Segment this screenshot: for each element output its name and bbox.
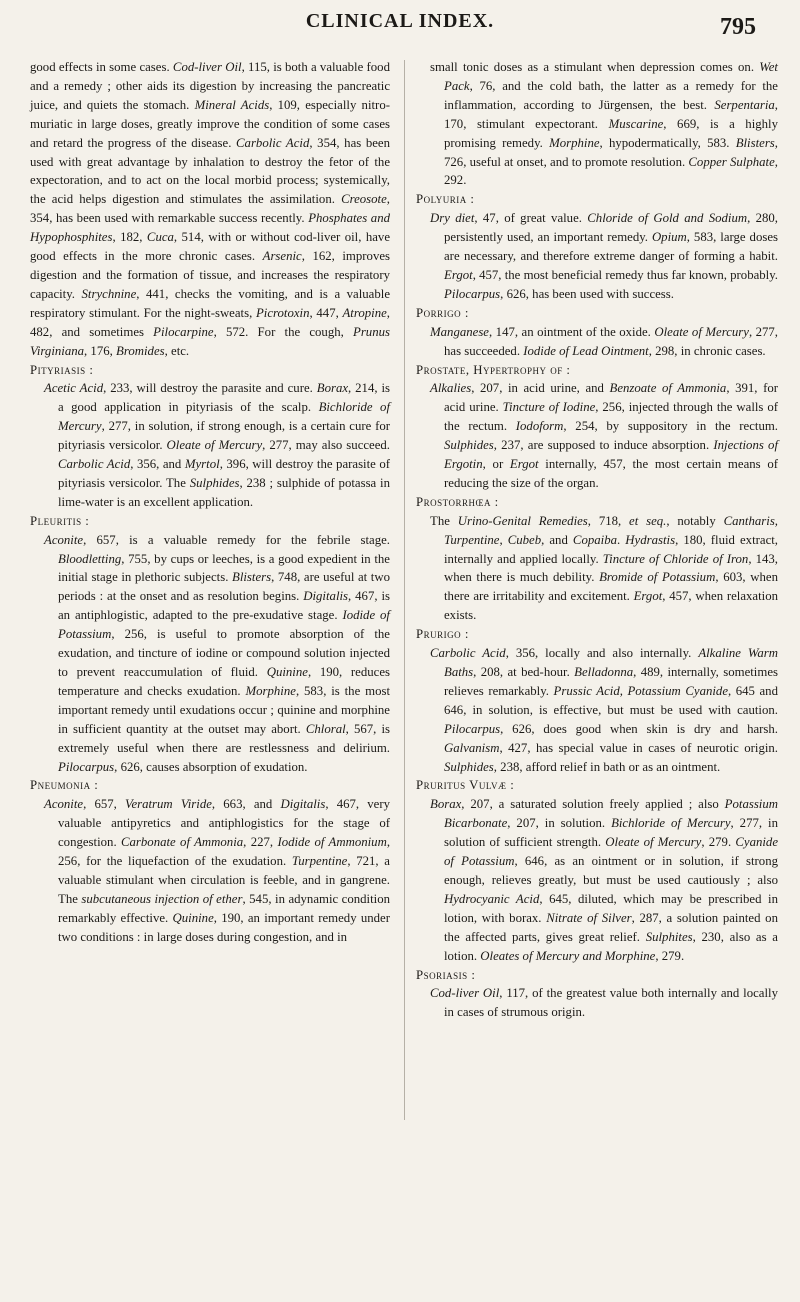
entry-text: good effects in some cases. (30, 60, 173, 74)
index-heading: Prostorrhœa : (416, 494, 499, 509)
entry-text: , 514, with or without cod-liver oil, have good effects in the more chronic cases. (30, 230, 390, 264)
remedy-name: Creosote (341, 192, 387, 207)
entry-text: , 292. (444, 154, 778, 188)
entry-text: , 256, for the liquefaction of the exudation. (58, 835, 391, 869)
entry-text: , 567, is extremely useful when there are restlessness and delirium. (58, 721, 391, 755)
remedy-name: Opium (651, 230, 687, 245)
entry-text: , 214, is a good application in pityriasis of the scalp. (58, 381, 390, 415)
remedy-name: Alkaline Warm Baths (444, 646, 779, 679)
entry-text: , 143, when there is much debility. (444, 551, 779, 585)
remedy-name: Pilocarpine (153, 324, 214, 339)
entry-text: , 233, will destroy the parasite and cure. (103, 381, 317, 396)
remedy-name: Manganese (430, 324, 489, 339)
remedy-name: Carbolic Acid (58, 457, 131, 472)
remedy-name: Oleate of Mercury (605, 835, 702, 850)
remedy-name: Iodide of Lead Ointment (523, 343, 649, 358)
remedy-name: Carbonate of Ammonia (120, 835, 244, 850)
remedy-name: Morphine (245, 683, 296, 698)
remedy-name: Tincture of Chloride of Iron (602, 551, 749, 566)
entry-text: , 207, in solution. (507, 816, 612, 831)
entry-text: , 603, when there are irritability and excitement. (444, 570, 778, 604)
remedy-name: Phosphates and Hypophosphites (30, 211, 390, 245)
entry-text: , etc. (164, 343, 190, 358)
entry-text: , 645 and 646, in solution, is effective, but must be used with caution. (444, 683, 778, 717)
remedy-name: Dry diet (430, 211, 475, 226)
entry-text: , 280, persistently used, an important remedy. (444, 211, 779, 245)
entry-text: , 545, in adynamic condition remarkably effective. (58, 891, 390, 925)
remedy-name: subcutaneous injection of ether (81, 891, 243, 906)
remedy-name: Veratrum Viride (125, 797, 212, 812)
entry-text: , 207, a saturated solution freely applied ; also (461, 797, 725, 812)
remedy-name: Muscarine (608, 116, 664, 131)
remedy-name: Prunus Virginiana (30, 324, 390, 358)
remedy-name: Acetic Acid (44, 381, 104, 396)
remedy-name: Injections of Ergotin (444, 438, 779, 472)
remedy-name: Cyanide of Potassium (444, 835, 779, 869)
entry-text: , 748, are useful at two periods : at the onset and as resolution begins. (58, 570, 391, 604)
entry-text: , 279. (655, 948, 685, 963)
remedy-name: Borax (316, 381, 349, 396)
entry-text: , 663, and (211, 797, 281, 812)
entry-text: , 391, for acid urine. (444, 381, 778, 415)
remedy-name: Serpentaria (714, 97, 775, 112)
entry-text: , 279. (701, 835, 736, 850)
entry-text: , 572. For the cough, (213, 324, 353, 339)
entry-text: , 207, in acid urine, and (471, 381, 610, 396)
entry-text: , 447, (309, 305, 343, 320)
remedy-name: Ergot (633, 589, 663, 604)
index-entry (430, 644, 778, 776)
entry-text: , 718, (587, 513, 630, 528)
remedy-name: Cod-liver Oil (172, 60, 242, 74)
remedy-name: Bromide of Potassium (599, 570, 716, 585)
entry-text: , 254, by suppository in the rectum. (563, 419, 779, 434)
remedy-name: et seq. (629, 513, 667, 528)
entry-text: , 657, (83, 797, 126, 812)
remedy-name: Arsenic (262, 249, 302, 264)
entry-text: , 489, internally, sometimes relieves remarkably. (444, 665, 778, 698)
remedy-name: Pilocarpus (58, 759, 115, 774)
entry-text: , 755, by cups or leeches, is a good expedient in the initial stage in plethoric subjects. (58, 551, 390, 585)
remedy-name: Aconite (44, 532, 84, 547)
remedy-name: Digitalis (303, 589, 349, 604)
entry-text: , 287, a solution painted on the affected parts, gives great relief. (444, 910, 778, 944)
entry-text: , 457, when relaxation exists. (444, 589, 778, 623)
entry-text: , 238, afford relief in bath or as an ointment. (493, 759, 721, 774)
remedy-name: Iodide of Potassium (58, 608, 390, 642)
index-heading: Pityriasis : (30, 362, 94, 377)
entry-text: , 457, the most beneficial remedy thus far known, probably. (472, 267, 778, 282)
entry-text: , 669, is a highly promising remedy. (444, 116, 779, 150)
entry-text: , 170, stimulant expectorant. (444, 97, 778, 131)
entry-text: , 277, in solution, if strong enough, is a certain cure for pityriasis versicolor. (58, 419, 390, 453)
index-entry (44, 531, 390, 777)
remedy-name: Quinine (172, 910, 214, 925)
remedy-name: Pilocarpus (444, 286, 501, 301)
entry-text: , hypodermatically, 583. (599, 135, 736, 150)
remedy-name: Iodide of Ammonium (277, 835, 387, 850)
entry-text: , 583, is the most important remedy until exudations occur ; quinine and morphine in sufficient quantity at the outset may abort. (58, 683, 391, 736)
remedy-name: Potassium Bicarbonate (444, 797, 778, 831)
remedy-name: Urino-Genital Remedies (457, 513, 588, 528)
entry-text: , 182, (112, 230, 147, 245)
entry-text: , 208, at bed-hour. (473, 665, 575, 679)
entry-text: , 657, is a valuable remedy for the febrile stage. (83, 532, 390, 547)
index-heading: Pneumonia : (30, 778, 99, 793)
entry-text: , 117, of the greatest value both internally and locally in cases of strumous origin. (444, 986, 778, 1020)
index-entry (430, 984, 778, 1022)
remedy-name: Tincture of Iodine (502, 400, 596, 415)
entry-text: , 256, is useful to promote absorption of the exudation, and tincture of iodine or compound solution injected to prevent reaccumulation of fluid. (58, 627, 390, 679)
entry-text: , 277, in solution of sufficient strength. (444, 816, 778, 850)
right-column (416, 58, 778, 1022)
entry-text: small tonic doses as a stimulant when depression comes on. (430, 60, 760, 74)
remedy-name: Wet Pack (444, 60, 778, 93)
remedy-name: Bromides (116, 343, 165, 358)
entry-text: , 441, checks the vomiting, and is a valuable respiratory stimulant. For the night-sweats, (30, 286, 390, 320)
entry-text: , 583, large doses are necessary, and therefore extreme danger of forming a habit. (444, 230, 778, 264)
remedy-name: Oleates of Mercury and Morphine (480, 948, 656, 963)
index-entry (430, 58, 778, 190)
entry-text: , 721, a valuable stimulant when circulation is feeble, and in gangrene. The (58, 854, 390, 906)
entry-text: , 354, has been used with great advantage by inhalation to destroy the fetor of the expectoration, and to act on the local morbid process; systemically, the acid helps digestion and stimulates the assimilation. (30, 135, 390, 207)
index-heading: Polyuria : (416, 192, 475, 207)
entry-text: , 626, has been used with success. (500, 286, 674, 301)
entry-text: , 467, is an antiphlogistic, adapted to the pre-exudative stage. (58, 589, 390, 623)
remedy-name: Pilocarpus (444, 721, 501, 736)
remedy-name: Aconite (44, 797, 84, 812)
entry-text: , 76, and the cold bath, the latter as a remedy for the inflammation, according to Jürgensen, the best. (444, 78, 778, 112)
entry-text: , 427, has special value in cases of neurotic origin. (499, 740, 778, 755)
running-title: CLINICAL INDEX. (305, 10, 495, 32)
index-heading: Prurigo : (416, 627, 469, 642)
entry-text: internally, 457, the most certain means of reducing the size of the organ. (444, 457, 778, 490)
index-heading: Pruritus Vulvæ : (416, 778, 515, 793)
remedy-name: Cuca (146, 230, 174, 245)
entry-text: , 354, has been used with remarkable success recently. (30, 192, 390, 226)
remedy-name: Chloral (305, 721, 346, 736)
remedy-name: Quinine (266, 665, 308, 679)
index-entry (44, 379, 390, 511)
entry-text: , 396, will destroy the parasite of pityriasis versicolor. The (58, 457, 391, 490)
remedy-name: Sulphites (645, 929, 693, 944)
remedy-name: Sulphides (444, 759, 494, 774)
remedy-name: Morphine (549, 135, 600, 150)
index-heading: Prostate, Hypertrophy of : (416, 362, 571, 377)
remedy-name: Hydrocyanic Acid (444, 891, 540, 906)
remedy-name: Bloodletting (58, 551, 122, 566)
remedy-name: Copper Sulphate (688, 154, 775, 169)
entry-text: , 256, injected through the walls of the rectum. (444, 400, 778, 434)
entry-text: , 190, an important remedy under two conditions : in large doses during congestion, and in (58, 910, 390, 944)
entry-text: , notably (666, 513, 724, 528)
index-entry (430, 323, 778, 361)
entry-text: , 626, causes absorption of exudation. (114, 759, 308, 774)
left-column (30, 58, 390, 947)
entry-text: , 162, improves digestion and the formation of tissue, and increases the respiratory capacity. (30, 249, 390, 301)
entry-text: , 645, diluted, which may be prescribed in lotion, with borax. (444, 891, 778, 925)
index-entry (430, 795, 778, 965)
index-heading: Porrigo : (416, 305, 469, 320)
entry-text: . (617, 532, 626, 547)
remedy-name: Sulphides (444, 438, 494, 453)
entry-text: , 277, may also succeed. (262, 438, 391, 453)
entry-text: , 467, very valuable antipyretics and antiphlogistics for the stage of congestion. (58, 797, 390, 850)
remedy-name: Galvanism (444, 740, 500, 755)
remedy-name: Oleate of Mercury (654, 324, 749, 339)
entry-text: , 298, in chronic cases. (648, 343, 766, 358)
entry-text: , 227, (243, 835, 278, 850)
remedy-name: Atropine (342, 305, 387, 320)
entry-text: , 238 ; sulphide of potassa in lime-water is an excellent application. (58, 475, 391, 509)
entry-text: , 277, has succeeded. (444, 324, 778, 358)
index-heading: Psoriasis : (416, 967, 476, 982)
remedy-name: Carbolic Acid (236, 135, 310, 150)
index-heading: Pleuritis : (30, 513, 90, 528)
remedy-name: Blisters (735, 135, 775, 150)
index-entry (30, 58, 390, 361)
remedy-name: Picrotoxin (255, 305, 310, 320)
index-entry (430, 379, 778, 492)
column-divider (404, 60, 405, 1120)
remedy-name: Bichloride of Mercury (58, 400, 391, 434)
remedy-name: Turpentine (291, 854, 348, 869)
remedy-name: Copaiba (572, 532, 618, 547)
remedy-name: Nitrate of Silver (546, 910, 632, 925)
remedy-name: Oleate of Mercury (166, 438, 263, 453)
remedy-name: Myrtol (184, 457, 220, 472)
entry-text: , 230, also as a lotion. (444, 929, 778, 963)
entry-text: , 356, locally and also internally. (505, 646, 699, 661)
remedy-name: Prussic Acid, Potassium Cyanide (553, 683, 728, 698)
remedy-name: Benzoate of Ammonia (609, 381, 727, 396)
remedy-name: Iodoform (515, 419, 564, 434)
remedy-name: Carbolic Acid (430, 646, 506, 661)
remedy-name: Blisters (232, 570, 272, 585)
entry-text: , or (482, 457, 510, 472)
entry-text: , 180, fluid extract, internally and applied locally. (444, 532, 779, 566)
index-entry (430, 512, 778, 625)
remedy-name: Alkalies (430, 381, 472, 396)
index-entry (430, 209, 778, 304)
remedy-name: Borax (430, 797, 462, 812)
entry-text: , and (541, 532, 573, 547)
entry-text: The (430, 513, 458, 528)
remedy-name: Cod-liver Oil (430, 986, 500, 1001)
remedy-name: Cantharis, Turpentine, Cubeb (444, 513, 778, 547)
entry-text: , 115, is both a valuable food and a remedy ; other aids its digestion by increasing the pancreatic juice, and quiets the stomach. (30, 60, 390, 112)
index-entry (44, 795, 390, 946)
remedy-name: Chloride of Gold and Sodium (587, 211, 748, 226)
remedy-name: Bichloride of Mercury (611, 816, 731, 831)
entry-text: , 482, and sometimes (30, 305, 390, 339)
entry-text: , 356, and (130, 457, 185, 472)
entry-text: , 47, of great value. (474, 211, 588, 226)
entry-text: , 626, does good when skin is dry and harsh. (500, 721, 778, 736)
entry-text: , 726, useful at onset, and to promote resolution. (444, 135, 778, 169)
remedy-name: Strychnine (81, 286, 137, 301)
entry-text: , 147, an ointment of the oxide. (489, 324, 655, 339)
remedy-name: Digitalis (280, 797, 326, 812)
remedy-name: Mineral Acids (194, 97, 270, 112)
page-number: 795 (720, 14, 756, 40)
remedy-name: Hydrastis (625, 532, 676, 547)
remedy-name: Belladonna (574, 665, 634, 679)
remedy-name: Ergot (444, 267, 473, 282)
entry-text: , 176, (84, 343, 117, 358)
entry-text: , 109, especially nitro-muriatic in large doses, greatly improve the condition of some cases and retard the progress of the disease. (30, 97, 390, 150)
entry-text: , 646, as an ointment or in solution, if strong enough, relieves greatly, but must be used cautiously ; also (444, 854, 778, 887)
entry-text: , 190, reduces temperature and checks exudation. (58, 665, 390, 698)
remedy-name: Sulphides (189, 475, 240, 490)
remedy-name: Ergot (509, 457, 539, 472)
entry-text: , 237, are supposed to induce absorption. (493, 438, 714, 453)
